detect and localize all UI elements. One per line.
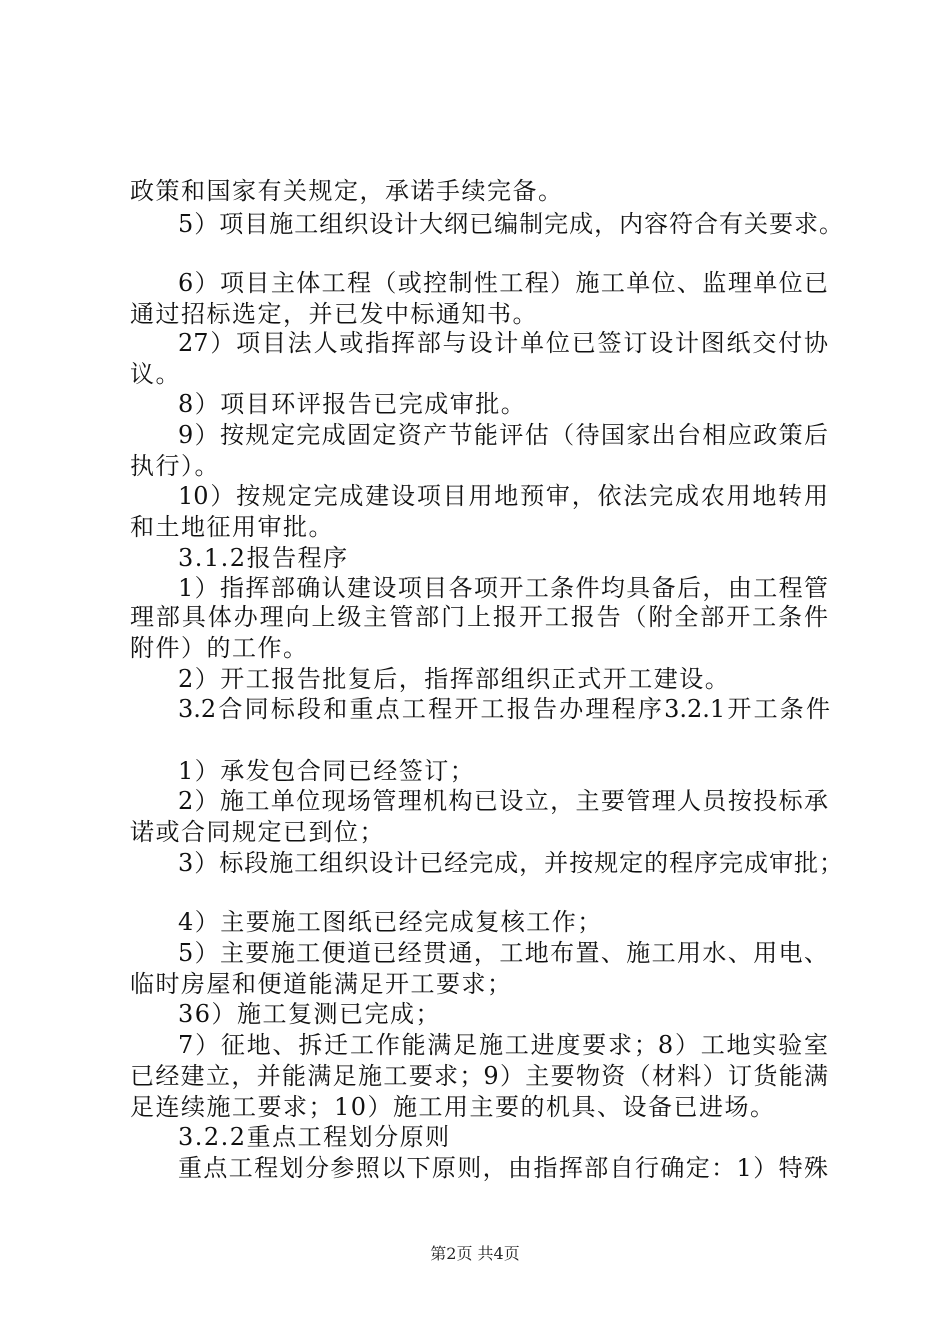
text-line: 临时房屋和便道能满足开工要求； [130,970,513,998]
text-line: 已经建立，并能满足施工要求；9）主要物资（材料）订货能满 [130,1062,828,1090]
text-line: 36）施工复测已完成； [178,1000,442,1028]
text-line: 10）按规定完成建设项目用地预审，依法完成农用地转用 [178,482,828,510]
text-line: 3.1.2报告程序 [178,544,349,572]
text-line: 理部具体办理向上级主管部门上报开工报告（附全部开工条件 [130,603,828,631]
text-line: 议。 [130,360,181,388]
text-line: 通过招标选定，并已发中标通知书。 [130,300,538,328]
text-line: 执行）。 [130,452,220,480]
text-line: 4）主要施工图纸已经完成复核工作； [178,908,603,936]
text-line: 重点工程划分参照以下原则，由指挥部自行确定：1）特殊 [178,1154,828,1182]
text-line: 1）承发包合同已经签订； [178,757,476,785]
text-line: 7）征地、拆迁工作能满足施工进度要求；8）工地实验室 [178,1031,828,1059]
text-line: 附件）的工作。 [130,634,309,662]
page-footer: 第2页 共4页 [430,1244,520,1263]
text-line: 和土地征用审批。 [130,513,334,541]
text-line: 5）主要施工便道已经贯通，工地布置、施工用水、用电、 [178,939,828,967]
text-line: 8）项目环评报告已完成审批。 [178,390,527,418]
text-line: 政策和国家有关规定，承诺手续完备。 [130,177,564,205]
text-line: 诺或合同规定已到位； [130,818,385,846]
text-line: 9）按规定完成固定资产节能评估（待国家出台相应政策后 [178,421,828,449]
text-line: 3.2合同标段和重点工程开工报告办理程序3.2.1开工条件 [178,695,830,723]
text-line: 足连续施工要求；10）施工用主要的机具、设备已进场。 [130,1093,776,1121]
text-line: 27）项目法人或指挥部与设计单位已签订设计图纸交付协 [178,329,828,357]
text-line: 2）施工单位现场管理机构已设立，主要管理人员按投标承 [178,787,828,815]
text-line: 6）项目主体工程（或控制性工程）施工单位、监理单位已 [178,269,828,297]
text-line: 5）项目施工组织设计大纲已编制完成，内容符合有关要求。 [178,210,843,238]
text-line: 2）开工报告批复后，指挥部组织正式开工建设。 [178,665,731,693]
text-line: 1）指挥部确认建设项目各项开工条件均具备后，由工程管 [178,574,828,602]
text-line: 3.2.2重点工程划分原则 [178,1123,451,1151]
text-line: 3）标段施工组织设计已经完成，并按规定的程序完成审批； [178,849,843,877]
